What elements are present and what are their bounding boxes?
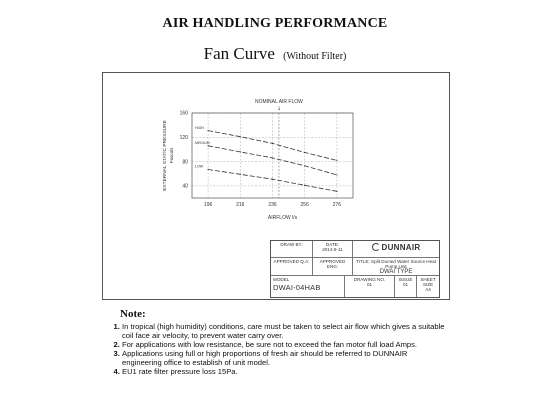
date-value: 2014-9-11 (322, 247, 343, 252)
series-point-medium (272, 157, 273, 158)
series-point-high (208, 130, 209, 131)
note-item: 1. In tropical (high humidity) conditions, care must be taken to select air flow which gives a suitable coil face air velocity, to prevent water carry over. (122, 322, 448, 340)
brand-cell (353, 241, 439, 258)
series-point-medium (336, 174, 337, 175)
approved-qa-label: APPROVED Q.A: (273, 259, 310, 264)
series-point-low (272, 179, 273, 180)
issue-label: ISSUE (398, 277, 413, 282)
series-point-low (240, 174, 241, 175)
series-point-medium (240, 151, 241, 152)
approved-eng-cell (313, 258, 353, 276)
issue-cell (395, 276, 417, 297)
series-point-high (336, 160, 337, 161)
approved-eng-label: APPROVED ENG: (319, 259, 346, 269)
drawn-by-cell (271, 241, 313, 258)
series-label-low: LOW (195, 164, 204, 169)
sheet-size-label: SHEET SIZE (420, 277, 436, 287)
fan-curve-title: Fan Curve (203, 44, 275, 63)
note-item: 3. Applications using full or high proportions of fresh air should be referred to DUNNAIR engineering office to establish of unit model. (122, 349, 448, 367)
y-tick-label: 120 (179, 134, 188, 141)
chart-series (195, 126, 338, 192)
brand-name: DUNNAIR (381, 243, 421, 252)
notes-list (108, 322, 448, 376)
notes-title: Note: (120, 308, 146, 320)
nominal-airflow-arrow-icon: ↓ (276, 106, 282, 112)
series-label-high: HIGH (195, 125, 204, 130)
drawing-number-cell (345, 276, 395, 297)
note-item: 4. EU1 rate filter pressure loss 15Pa. (122, 367, 448, 376)
x-tick-label: 236 (268, 202, 277, 208)
y-axis-unit: Pascals (169, 147, 174, 164)
series-point-high (272, 143, 273, 144)
project-type: DWAI TYPE (379, 269, 413, 275)
approved-qa-cell (271, 258, 313, 276)
nominal-airflow-label: NOMINAL AIR FLOW (254, 99, 303, 105)
y-tick-label: 40 (182, 183, 188, 190)
drawing-title-block (270, 240, 440, 298)
model-label: MODEL (273, 277, 290, 282)
x-tick-label: 276 (332, 202, 342, 208)
series-label-medium: MEDIUM (195, 140, 210, 145)
x-axis-label: AIRFLOW l/s (267, 215, 298, 221)
date-label: DATE: (325, 242, 340, 247)
series-point-low (208, 169, 209, 170)
series-point-medium (304, 165, 305, 166)
chart-grid (192, 113, 353, 198)
notes-section (108, 308, 448, 376)
date-cell (313, 241, 353, 258)
drawn-by-label: DRAW BY: (280, 242, 303, 247)
project-title: TITLE: Split Ducted Water Source Heat Pump Unit (356, 259, 436, 269)
model-value: DWAI-04HAB (273, 283, 321, 292)
y-axis-label: EXTERNAL STATIC PRESSURE (163, 120, 168, 191)
series-point-low (336, 191, 337, 192)
series-point-medium (208, 145, 209, 146)
series-point-high (304, 152, 305, 153)
drawing-number-value: 01 (366, 282, 373, 287)
nominal-airflow-marker (255, 99, 303, 198)
fan-curve-note: (Without Filter) (283, 51, 347, 62)
issue-value: 01 (402, 282, 409, 287)
dunnair-logo-icon (372, 243, 380, 251)
project-cell (353, 258, 439, 276)
x-tick-label: 216 (236, 202, 245, 208)
drawing-number-label: DRAWING NO. (353, 277, 386, 282)
page-heading: AIR HANDLING PERFORMANCE (162, 16, 388, 31)
x-tick-label: 256 (300, 202, 309, 208)
series-point-high (240, 136, 241, 137)
y-tick-label: 80 (182, 159, 188, 166)
sheet-size-value: A4 (425, 287, 431, 292)
note-item: 2. For applications with low resistance, be sure not to exceed the fan motor full load Amps. (122, 340, 448, 349)
y-tick-label: 160 (179, 110, 188, 117)
sheet-size-cell (417, 276, 439, 297)
model-cell (271, 276, 345, 297)
series-point-low (304, 185, 305, 186)
x-tick-label: 196 (203, 202, 213, 208)
